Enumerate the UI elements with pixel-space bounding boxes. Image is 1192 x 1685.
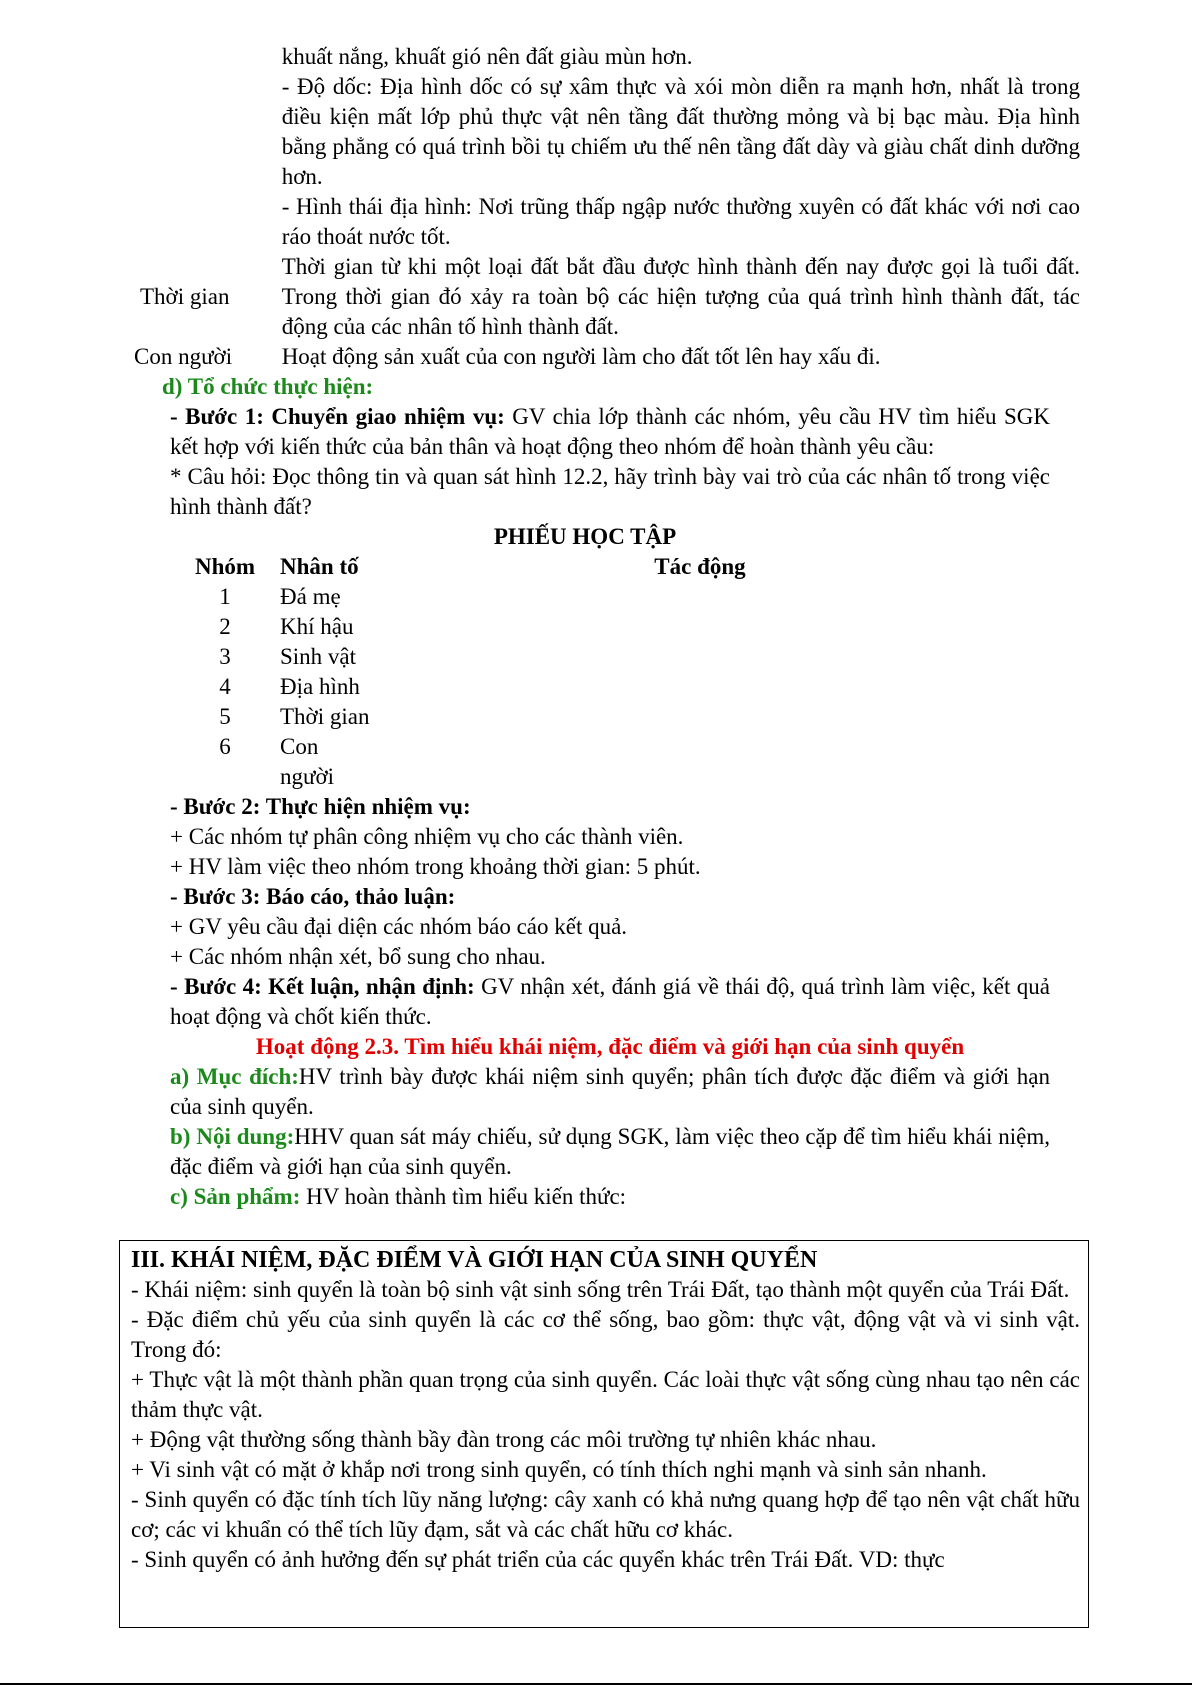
step-1-text: GV chia lớp thành các nhóm, yêu cầu HV tìm hiểu SGK kết hợp với kiến thức của bản thân và hoạt động theo nhóm để hoàn thành yêu cầu: [170,404,1050,459]
group-number: 6 [219,734,231,759]
factor-row-dia-hinh [140,42,1080,252]
step-1-label: - Bước 1: Chuyển giao nhiệm vụ: [170,404,505,429]
step-4 [170,972,1050,1032]
worksheet-header [170,552,1000,582]
paragraph: khuất nắng, khuất gió nên đất giàu mùn hơn. [281,44,693,69]
activity-c-text: HV hoàn thành tìm hiểu kiến thức: [300,1184,627,1209]
step-3-label: - Bước 3: Báo cáo, thảo luận: [170,884,456,909]
activity-a-label: a) Mục đích: [170,1064,299,1089]
table-row [170,732,1000,762]
header-group: Nhóm [194,554,256,579]
section-d-heading: d) Tổ chức thực hiện: [162,374,374,399]
table-row [170,702,1000,732]
table-row [170,672,1000,702]
table-row [170,762,1000,792]
group-number: 5 [219,704,231,729]
factor-description: Thời gian từ khi một loại đất bắt đầu được hình thành đến nay được gọi là tuổi đất. Trong thời gian đó xảy ra toàn bộ các hiện tượng của quá trình hình thành đất, tác động của các nhân tố hình thành đất. [281,254,1080,339]
box-line: - Sinh quyển có ảnh hưởng đến sự phát triển của các quyển khác trên Trái Đất. VD: thực [131,1547,945,1572]
factor-description: Hoạt động sản xuất của con người làm cho đất tốt lên hay xấu đi. [281,344,881,369]
main-body [162,372,1051,1212]
factor-table-continuation [134,42,1080,372]
group-number: 1 [219,584,231,609]
paragraph: - Hình thái địa hình: Nơi trũng thấp ngập nước thường xuyên có đất khác với nơi cao ráo thoát nước tốt. [281,194,1080,249]
group-number: 4 [219,674,231,699]
factor-name-cont: người [280,764,335,789]
activity-b-label: b) Nội dung: [170,1124,295,1149]
factor-row-con-nguoi [134,342,1080,372]
step-4-text: GV nhận xét, đánh giá về thái độ, quá trình làm việc, kết quả hoạt động và chốt kiến thức. [170,974,1051,1029]
factor-label: Thời gian [140,284,230,309]
factor-name: Đá mẹ [280,584,341,609]
header-factor: Nhân tố [280,554,359,579]
activity-b-text: HHV quan sát máy chiếu, sử dụng SGK, làm việc theo cặp để tìm hiểu khái niệm, đặc điểm và giới hạn của sinh quyển. [170,1124,1050,1179]
box-line: + Vi sinh vật có mặt ở khắp nơi trong sinh quyển, có tính thích nghi mạnh và sinh sản nhanh. [131,1457,987,1482]
step-3-line: + GV yêu cầu đại diện các nhóm báo cáo kết quả. [170,914,628,939]
box-line: - Khái niệm: sinh quyển là toàn bộ sinh vật sinh sống trên Trái Đất, tạo thành một quyển của Trái Đất. [131,1277,1070,1302]
step-1 [170,402,1050,462]
activity-title: Hoạt động 2.3. Tìm hiểu khái niệm, đặc điểm và giới hạn của sinh quyển [255,1034,965,1059]
factor-name: Địa hình [280,674,360,699]
factor-name: Thời gian [280,704,370,729]
box-line: - Sinh quyển có đặc tính tích lũy năng lượng: cây xanh có khả nưng quang hợp để tạo nên vật chất hữu cơ; các vi khuẩn có thể tích lũy đạm, sắt và các chất hữu cơ khác. [131,1487,1080,1542]
step-4-label: - Bước 4: Kết luận, nhận định: [170,974,475,999]
box-line: + Động vật thường sống thành bầy đàn trong các môi trường tự nhiên khác nhau. [131,1427,877,1452]
step-2-line: + Các nhóm tự phân công nhiệm vụ cho các thành viên. [170,824,684,849]
worksheet-title: PHIẾU HỌC TẬP [493,524,677,549]
activity-c [170,1182,1050,1212]
header-effect: Tác động [654,554,746,579]
step-2-label: - Bước 2: Thực hiện nhiệm vụ: [170,794,471,819]
activity-c-label: c) Sản phẩm: [170,1184,301,1209]
factor-name: Khí hậu [280,614,354,639]
factor-label: Con người [134,344,233,369]
step-2-line: + HV làm việc theo nhóm trong khoảng thời gian: 5 phút. [170,854,701,879]
table-row [170,642,1000,672]
worksheet-table [170,552,1000,792]
activity-b [170,1122,1050,1182]
factor-row-thoi-gian [140,252,1080,342]
activity-a [170,1062,1050,1122]
factor-name: Con [280,734,319,759]
group-number: 3 [219,644,231,669]
factor-content [282,42,1080,252]
box-title: III. KHÁI NIỆM, ĐẶC ĐIỂM VÀ GIỚI HẠN CỦA SINH QUYỂN [131,1247,818,1273]
table-row [170,582,1000,612]
paragraph: - Độ dốc: Địa hình dốc có sự xâm thực và xói mòn diễn ra mạnh hơn, nhất là trong điều kiện mất lớp phủ thực vật nên tầng đất thường mỏng và bị bạc màu. Địa hình bằng phẳng có quá trình bồi tụ chiếm ưu thế nên tầng đất dày và giàu chất dinh dưỡng hơn. [281,74,1080,189]
question: * Câu hỏi: Đọc thông tin và quan sát hình 12.2, hãy trình bày vai trò của các nhân tố trong việc hình thành đất? [170,464,1050,519]
box-line: - Đặc điểm chủ yếu của sinh quyển là các cơ thể sống, bao gồm: thực vật, động vật và vi sinh vật. Trong đó: [131,1307,1080,1362]
step-3-line: + Các nhóm nhận xét, bổ sung cho nhau. [170,944,546,969]
activity-a-text: HV trình bày được khái niệm sinh quyển; phân tích được đặc điểm và giới hạn của sinh quyển. [170,1064,1050,1119]
factor-name: Sinh vật [280,644,357,669]
table-row [170,612,1000,642]
box-line: + Thực vật là một thành phần quan trọng của sinh quyển. Các loài thực vật sống cùng nhau tạo nên các thảm thực vật. [131,1367,1080,1422]
factor-label-empty [140,42,282,252]
group-number: 2 [219,614,231,639]
knowledge-box [119,1240,1089,1628]
